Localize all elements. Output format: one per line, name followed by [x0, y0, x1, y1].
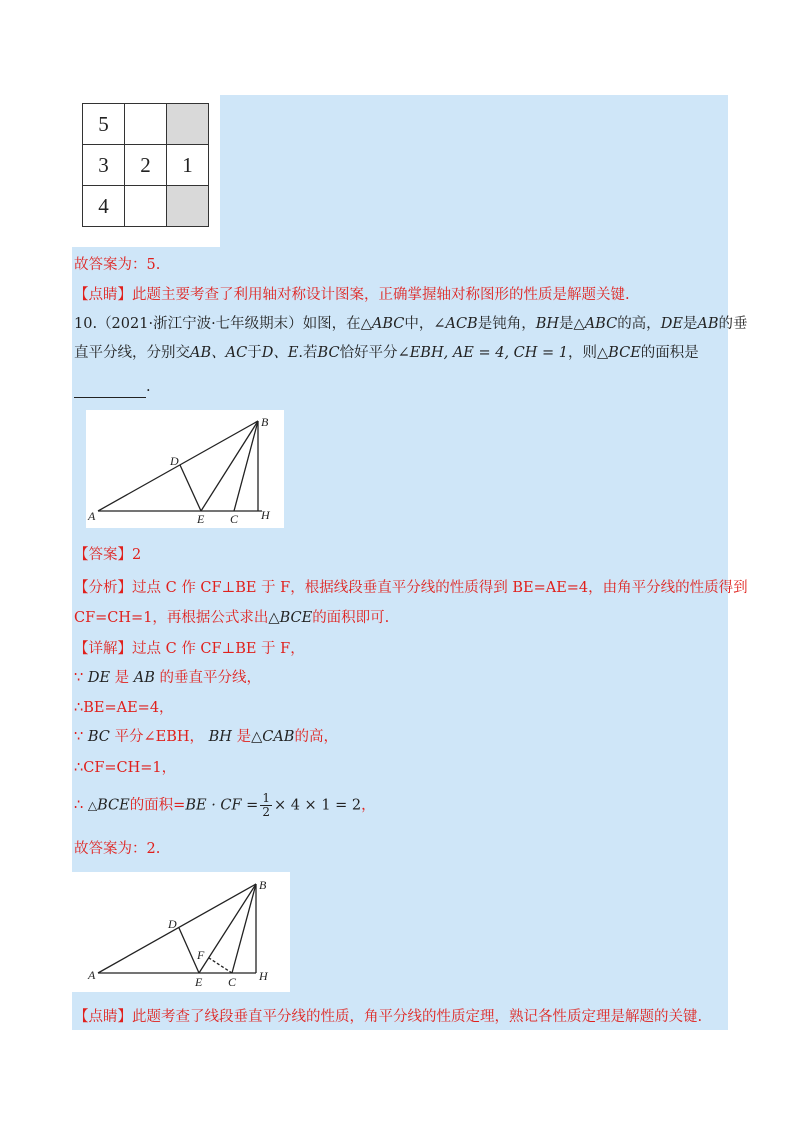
step-2: ∴BE=AE=4，: [74, 700, 174, 716]
figure-2: [72, 872, 290, 992]
label-c: C: [228, 975, 237, 989]
question-number: 10.: [74, 316, 98, 332]
because-symbol: ∵: [74, 729, 84, 745]
grid-cell: 5: [83, 104, 125, 145]
math-ab-ac: AB、AC: [190, 345, 248, 361]
label-e: E: [197, 512, 205, 526]
math-be-cf: BE · CF =: [185, 797, 259, 814]
question-text: 于: [247, 345, 262, 361]
segment-ab: [98, 884, 256, 973]
label-h: H: [259, 969, 268, 983]
math-angle-acb: ∠ACB: [433, 316, 478, 332]
grid-row: [83, 104, 209, 145]
grid-cell: 2: [125, 145, 167, 186]
math-tri-cab: CAB: [262, 729, 295, 745]
math-tri-bce: BCE: [279, 610, 313, 626]
label-a: A: [88, 509, 96, 523]
segment-de: [180, 465, 201, 511]
analysis-text: 过点 C 作 CF⊥BE 于 F，根据线段垂直平分线的性质得到 BE=AE=4，由角平分线的性质得到: [132, 580, 748, 596]
math-bc: BC: [317, 345, 340, 361]
answer-value: 2: [132, 547, 142, 563]
math-result: × 4 × 1 = 2: [273, 797, 362, 814]
final-comment: [74, 1006, 702, 1028]
analysis-text: CF=CH=1，再根据公式求出: [74, 610, 269, 626]
step-4: ∴CF=CH=1，: [74, 760, 177, 776]
number-grid: [82, 103, 209, 227]
prev-answer: 故答案为：5.: [74, 257, 161, 273]
question-text: 的高，: [617, 316, 661, 332]
grid-cell-shaded: [167, 104, 209, 145]
step-text: 的面积=: [129, 797, 186, 814]
label-b: B: [259, 878, 267, 892]
math-tri-bce: BCE: [97, 797, 130, 814]
prev-comment-tag: 【点睛】: [74, 287, 132, 303]
step-1: [74, 667, 261, 689]
math-ab: AB: [697, 316, 719, 332]
answer-tag: 【答案】: [74, 547, 132, 563]
step-text: 的高，: [294, 729, 338, 745]
grid-cell-shaded: [167, 186, 209, 227]
math-de: DE: [87, 670, 111, 686]
question-text: ，则: [568, 345, 598, 361]
math-bc: BC: [87, 729, 110, 745]
detail-text: 过点 C 作 CF⊥BE 于 F，: [132, 641, 305, 657]
detail-line-1: [74, 638, 305, 660]
math-de: DE: [660, 316, 683, 332]
question-text: .若: [298, 345, 318, 361]
answer-line: [74, 544, 141, 566]
comment-tag: 【点睛】: [74, 1009, 132, 1025]
grid-cell: 4: [83, 186, 125, 227]
segment-cf-dashed: [209, 958, 232, 973]
grid-cell: 3: [83, 145, 125, 186]
question-text: 是: [682, 316, 698, 332]
math-tri-bce: BCE: [608, 345, 641, 361]
step-text: 是: [236, 729, 252, 745]
grid-cell: 1: [167, 145, 209, 186]
step-3: ∵ BC 平分∠EBH， BH 是△CAB的高，: [74, 729, 338, 745]
prev-comment: [74, 284, 630, 306]
step-text: 平分∠EBH，: [114, 729, 205, 745]
question-text: .: [146, 379, 151, 395]
math-d-e: D、E: [261, 345, 299, 361]
grid-cell: [125, 186, 167, 227]
therefore-symbol: ∴: [74, 797, 84, 814]
grid-row: [83, 186, 209, 227]
step-text: 是: [114, 670, 130, 686]
label-d: D: [170, 454, 179, 468]
fraction-half: [260, 792, 272, 819]
question-source: （2021·浙江宁波·七年级期末）: [97, 316, 303, 332]
detail-tag: 【详解】: [74, 641, 132, 657]
analysis-line-2: CF=CH=1，再根据公式求出△BCE的面积即可.: [74, 610, 390, 626]
label-f: F: [197, 948, 205, 962]
math-tri-abc: ABC: [584, 316, 618, 332]
step-5: ∴ △BCE的面积=BE · CF = $\frac{1}{2}$ × 4 × 1 = 2，: [74, 791, 376, 819]
fraction-denominator: 2: [262, 805, 270, 819]
analysis-text: 的面积即可.: [312, 610, 390, 626]
math-tri-abc: ABC: [371, 316, 405, 332]
label-e: E: [195, 975, 203, 989]
question-text: 如图，在: [302, 316, 361, 332]
math-bh: BH: [208, 729, 232, 745]
grid-cell: [125, 104, 167, 145]
prev-comment-text: 此题主要考查了利用轴对称设计图案，正确掌握轴对称图形的性质是解题关键.: [132, 287, 630, 303]
question-text: 中，: [404, 316, 434, 332]
label-d: D: [168, 917, 177, 931]
step-text: 的垂直平分线，: [159, 670, 262, 686]
question-text: 直平分线，分别交: [74, 345, 190, 361]
label-a: A: [88, 968, 96, 982]
math-condition: ∠EBH, AE = 4, CH = 1: [397, 345, 569, 361]
final-answer: 故答案为：2.: [74, 841, 161, 857]
because-symbol: ∵: [74, 670, 84, 686]
question-text: 是: [559, 316, 574, 332]
grid-row: [83, 145, 209, 186]
analysis-tag: 【分析】: [74, 580, 132, 596]
question-line-2: 直平分线，分别交AB、AC于D、E.若BC恰好平分∠EBH, AE = 4, CH = 1，则△BCE的面积是: [74, 345, 699, 361]
question-line-3: [74, 376, 151, 398]
step-text: ，: [361, 797, 376, 814]
figure-1: [86, 410, 284, 528]
segment-be: [199, 884, 256, 973]
answer-blank: [74, 383, 146, 398]
math-ab: AB: [133, 670, 155, 686]
segment-bc: [232, 884, 256, 973]
math-bh: BH: [535, 316, 560, 332]
fraction-numerator: 1: [262, 791, 270, 805]
segment-bc: [234, 421, 258, 511]
question-text: 恰好平分: [339, 345, 398, 361]
question-text: 是钝角，: [477, 316, 536, 332]
comment-text: 此题考查了线段垂直平分线的性质，角平分线的性质定理，熟记各性质定理是解题的关键.: [132, 1009, 703, 1025]
analysis-line-1: [74, 577, 748, 599]
question-text: 的垂: [718, 316, 748, 332]
label-c: C: [230, 512, 239, 526]
segment-be: [201, 421, 258, 511]
segment-de: [179, 928, 199, 973]
label-b: B: [261, 415, 269, 429]
question-text: 的面积是: [640, 345, 699, 361]
question-line-1: 10.（2021·浙江宁波·七年级期末）如图，在△ABC中，∠ACB是钝角，BH是△ABC的高，DE是AB的垂: [74, 316, 748, 332]
label-h: H: [261, 508, 270, 522]
